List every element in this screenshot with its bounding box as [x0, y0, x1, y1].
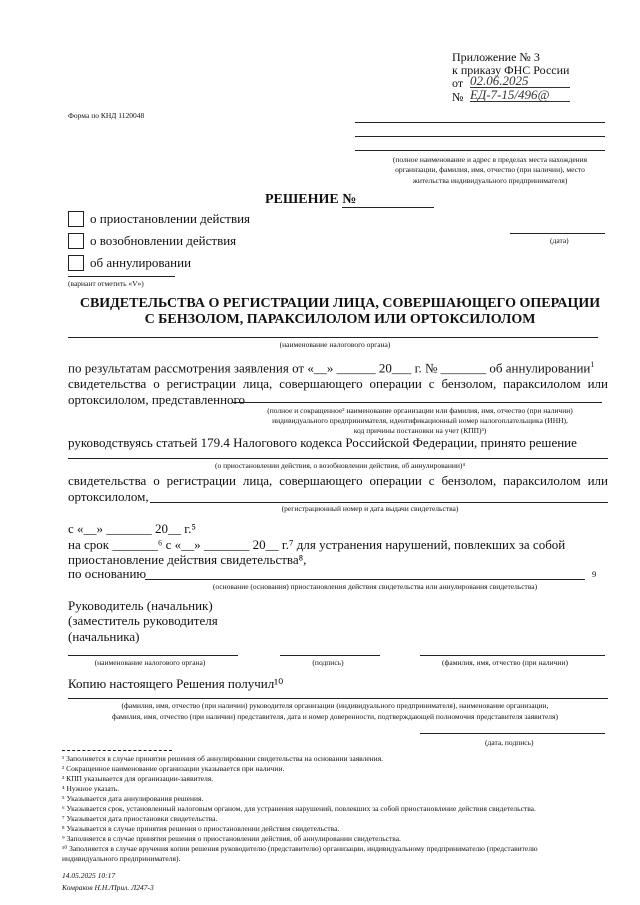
footnote: ⁹ Заполняется в случае принятия решения о приостановлении действия, об аннулировании свидетельства. — [62, 834, 401, 843]
applicant-caption: код причины постановки на учет (КПП)³) — [353, 426, 487, 435]
stamp-datetime: 14.05.2025 10:17 — [62, 871, 116, 880]
footnote: индивидуального предпринимателя). — [62, 854, 181, 863]
body-line: приостановление действия свидетельства⁸, — [68, 552, 307, 567]
option-checkbox[interactable] — [68, 233, 84, 249]
basis-caption: (основание (основания) приостановления действия свидетельства или аннулирования свидетельства) — [212, 582, 538, 591]
footnote-divider — [62, 750, 172, 751]
footnote: ¹ Заполняется в случае принятия решения об аннулировании свидетельства на основании заявления. — [62, 754, 384, 763]
signature-line — [420, 655, 605, 656]
reg-number-line — [150, 502, 608, 503]
stamp-author: Комраков Н.Н./Прил. Л247-3 — [62, 883, 154, 892]
order-number-handwritten: ЕД-7-15/496@ — [470, 88, 570, 102]
body-line: ортоксилолом, — [68, 489, 149, 504]
footnote: ⁷ Указывается дата приостановки свидетельства. — [62, 814, 218, 823]
signature-line — [68, 655, 238, 656]
footnote: ⁴ Нужное указать. — [62, 784, 120, 793]
applicant-caption: индивидуального предпринимателя, идентификационный номер налогоплательщика (ИНН), — [272, 416, 568, 425]
recipient-line — [355, 136, 605, 137]
option-label: о приостановлении действия — [90, 211, 251, 226]
decision-number-line — [342, 207, 434, 208]
order-label: к приказу ФНС России — [452, 63, 570, 77]
body-line: руководствуясь статьей 179.4 Налогового кодекса Российской Федерации, принято решение — [68, 435, 577, 450]
signatory-title: (заместитель руководителя — [68, 613, 218, 628]
recipient-caption: жительства индивидуального предпринимателя) — [412, 176, 568, 185]
variant-caption: (вариант отметить «V») — [68, 279, 144, 288]
body-line: свидетельства о регистрации лица, совершающего операции с бензолом, параксилолом или — [68, 473, 608, 488]
date-caption: (дата) — [550, 236, 569, 245]
receipt-caption: (фамилия, имя, отчество (при наличии) руководителя организации (индивидуального предпринимателя), наименование организации, — [121, 701, 549, 710]
appendix-label: Приложение № 3 — [452, 50, 540, 64]
body-line: ортоксилолом, представленного — [68, 392, 246, 407]
body-line: на срок _______⁶ с «__» _______ 20__ г.⁷ для устранения нарушений, повлекших за собой — [68, 537, 566, 552]
decision-title: РЕШЕНИЕ № — [265, 192, 357, 207]
order-number-prefix: № — [452, 90, 464, 104]
body-line: свидетельства о регистрации лица, совершающего операции с бензолом, параксилолом или — [68, 376, 608, 391]
body-line — [68, 361, 594, 374]
footnote: ¹⁰ Заполняется в случае вручения копии решения руководителю (представителю) организации, индивидуальному предпринимателю (представителю — [62, 844, 538, 853]
footnote: ⁵ Указывается дата аннулирования решения. — [62, 794, 204, 803]
signatory-title: (начальника) — [68, 629, 140, 644]
body-line: по основанию — [68, 566, 147, 581]
option-checkbox[interactable] — [68, 255, 84, 271]
footnote-ref: 9 — [592, 569, 597, 579]
order-date-prefix: от — [452, 76, 464, 90]
receipt-label: Копию настоящего Решения получил¹⁰ — [68, 676, 284, 691]
reg-number-caption: (регистрационный номер и дата выдачи свидетельства) — [281, 504, 459, 513]
signature-caption: (подпись) — [312, 658, 344, 667]
body-line: с «__» _______ 20__ г.⁵ — [68, 521, 196, 536]
footnote-ref: 1 — [590, 360, 595, 369]
decision-type-caption: (о приостановлении действия, о возобновлении действия, об аннулировании)⁴ — [214, 461, 466, 470]
recipient-line — [355, 122, 605, 123]
decision-type-line — [68, 458, 608, 459]
option-checkbox[interactable] — [68, 211, 84, 227]
applicant-line — [232, 402, 602, 403]
date-sign-caption: (дата, подпись) — [485, 738, 534, 747]
recipient-line — [355, 150, 605, 151]
option-label: об аннулировании — [90, 255, 192, 270]
receipt-line — [68, 698, 608, 699]
tax-authority-line — [68, 337, 598, 338]
receipt-caption: фамилия, имя, отчество (при наличии) представителя, дата и номер доверенности, подтверждающей полномочия представителя заявителя) — [111, 712, 559, 721]
order-date-handwritten: 02.06.2025 — [470, 74, 570, 88]
certificate-title: СВИДЕТЕЛЬСТВА О РЕГИСТРАЦИИ ЛИЦА, СОВЕРШАЮЩЕГО ОПЕРАЦИИ — [79, 296, 601, 311]
recipient-caption: организации, фамилия, имя, отчество (при наличии), место — [395, 165, 585, 174]
applicant-caption: (полное и сокращенное² наименование организации или фамилия, имя, отчество (при наличии) — [267, 406, 573, 415]
recipient-caption: (полное наименование и адрес в пределах места нахождения — [392, 155, 588, 164]
date-line — [510, 233, 605, 234]
variant-line — [68, 276, 175, 277]
tax-authority-caption: (наименование налогового органа) — [279, 340, 391, 349]
certificate-title: С БЕНЗОЛОМ, ПАРАКСИЛОЛОМ ИЛИ ОРТОКСИЛОЛОМ — [144, 312, 536, 327]
date-sign-line — [420, 733, 605, 734]
form-code: Форма по КНД 1120048 — [68, 111, 145, 120]
footnote: ⁶ Указывается срок, установленный налоговым органом, для устранения нарушений, повлекших за собой приостановление действия свидетельства. — [62, 804, 536, 813]
signature-caption: (наименование налогового органа) — [94, 658, 206, 667]
footnote: ³ КПП указывается для организации-заявителя. — [62, 774, 214, 783]
footnote: ² Сокращенное наименование организации указывается при наличии. — [62, 764, 285, 773]
footnote: ⁸ Указывается в случае принятия решения о приостановлении действия свидетельства. — [62, 824, 340, 833]
signature-caption: (фамилия, имя, отчество (при наличии) — [442, 658, 568, 667]
signature-line — [280, 655, 380, 656]
option-label: о возобновлении действия — [90, 233, 237, 248]
basis-line — [145, 579, 585, 580]
body-text: по результатам рассмотрения заявления от «__» ______ 20___ г. № _______ об аннулировании — [68, 360, 591, 376]
signatory-title: Руководитель (начальник) — [68, 598, 213, 613]
